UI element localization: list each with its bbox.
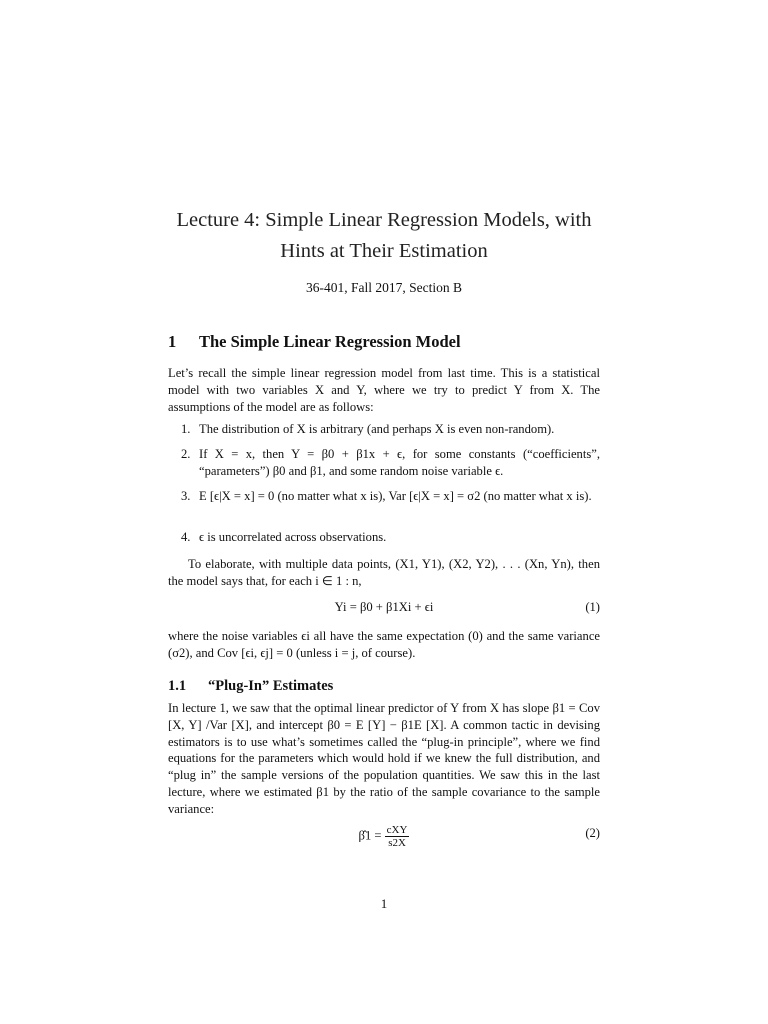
section-title: The Simple Linear Regression Model — [199, 332, 461, 351]
equation-2-body — [168, 824, 600, 849]
list-item — [181, 421, 600, 438]
elaborate-paragraph: To elaborate, with multiple data points, (X1, Y1), (X2, Y2), . . . (Xn, Yn), then the model says that, for each i ∈ 1 : n, — [168, 557, 600, 588]
equation-1-body: Yi = β0 + β1Xi + ϵi — [334, 600, 434, 614]
equation-2-fraction — [385, 824, 410, 849]
equation-2-lhs: β̂1 = — [358, 828, 382, 843]
subsection-number: 1.1 — [168, 678, 187, 694]
page-number: 1 — [380, 896, 388, 911]
equation-2-denominator: s2X — [388, 837, 406, 849]
equation-2 — [168, 824, 600, 860]
section-number: 1 — [168, 332, 177, 351]
list-item-number: 3. — [181, 489, 191, 503]
title-line-1: Lecture 4: Simple Linear Regression Models, with — [176, 209, 592, 231]
equation-1-number: (1) — [585, 600, 600, 614]
list-item-text: ϵ is uncorrelated across observations. — [199, 530, 387, 544]
subsection-heading — [168, 678, 333, 695]
course-subtitle: 36-401, Fall 2017, Section B — [306, 280, 462, 295]
list-item — [181, 488, 600, 505]
list-item-number: 1. — [181, 422, 191, 436]
paper-title — [120, 205, 648, 267]
section-heading — [168, 332, 461, 352]
list-item — [181, 446, 600, 480]
plugin-paragraph: In lecture 1, we saw that the optimal linear predictor of Y from X has slope β1 = Cov [X, Y] /Var [X], and intercept β0 = E [Y] − β1E [X]. A common tactic in devising estimators is to use what’s sometimes called the “plug-in principle”, where we find equations for the parameters which would hold if we knew the full distribution, and “plug in” the sample versions of the population quantities. We saw this in the last lecture, where we estimated β1 by the ratio of the sample covariance to the sample variance: — [168, 701, 600, 816]
equation-2-number: (2) — [585, 826, 600, 840]
noise-paragraph: where the noise variables ϵi all have the same expectation (0) and the same variance (σ2), and Cov [ϵi, ϵj] = 0 (unless i = j, of course). — [168, 629, 600, 660]
equation-2-numerator: cXY — [386, 824, 408, 836]
list-item-number: 2. — [181, 447, 191, 461]
list-item-number: 4. — [181, 530, 191, 544]
subsection-title: “Plug-In” Estimates — [208, 678, 334, 694]
intro-paragraph: Let’s recall the simple linear regression model from last time. This is a statistical model with two variables X and Y, where we try to predict Y from X. The assumptions of the model are as follows: — [168, 366, 600, 414]
title-line-2: Hints at Their Estimation — [280, 240, 488, 262]
list-item — [181, 529, 600, 546]
list-item-text: If X = x, then Y = β0 + β1x + ϵ, for some constants (“coefficients”, “parameters”) β0 and β1, and some random noise variable ϵ. — [199, 447, 600, 478]
list-item-text: E [ϵ|X = x] = 0 (no matter what x is), Var [ϵ|X = x] = σ2 (no matter what x is). — [199, 489, 592, 503]
list-item-text: The distribution of X is arbitrary (and perhaps X is even non-random). — [199, 422, 555, 436]
